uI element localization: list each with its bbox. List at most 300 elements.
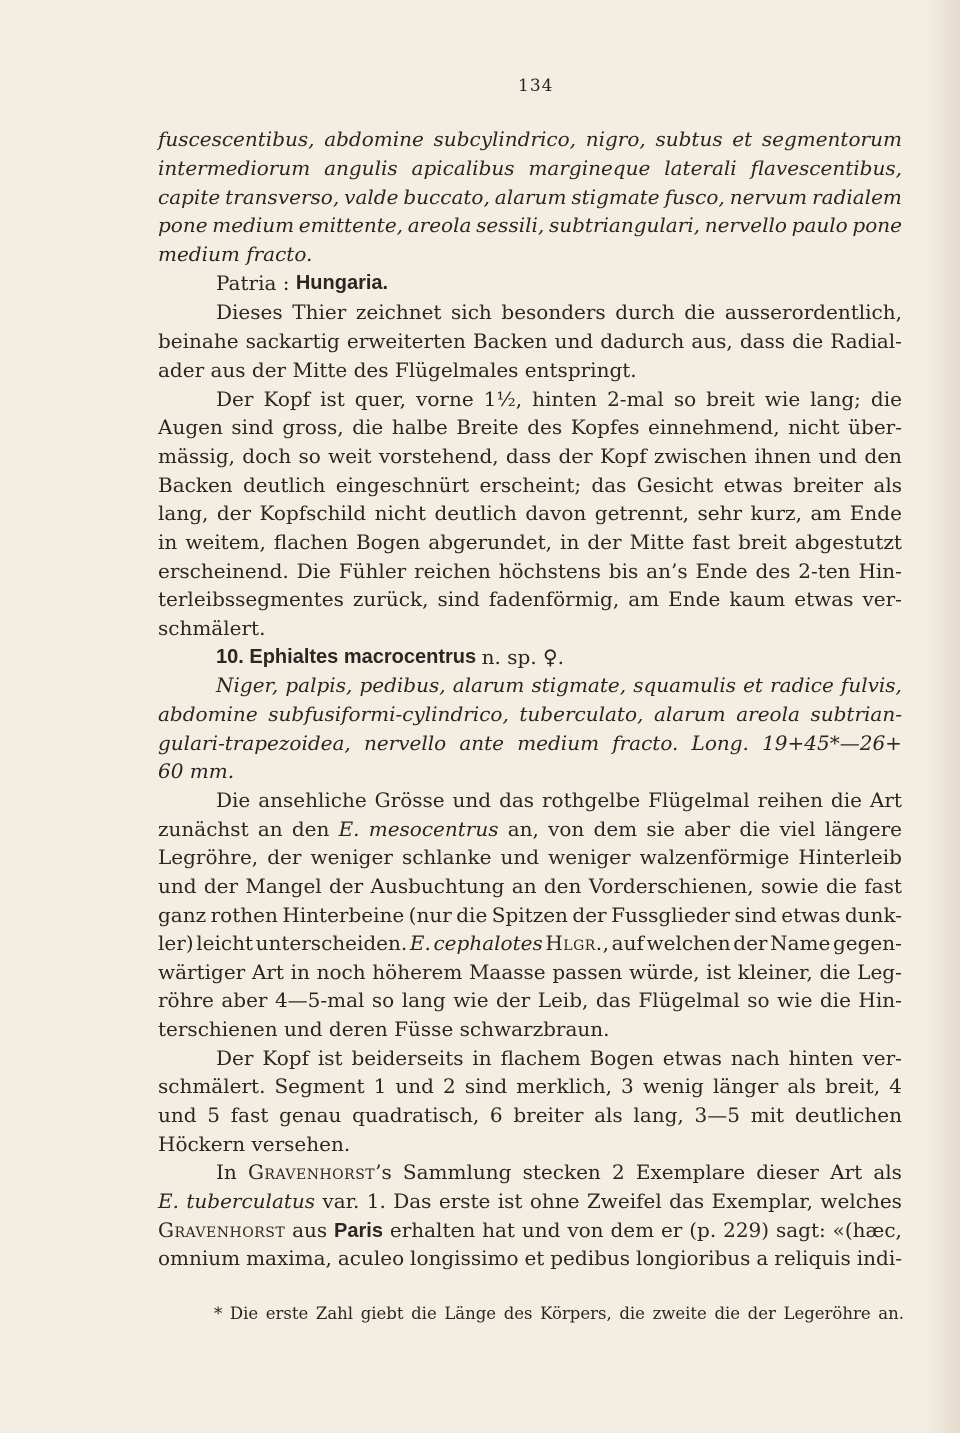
word-group (527, 413, 562, 441)
word: Segment (274, 1074, 365, 1098)
word: 1 (373, 1074, 387, 1098)
word: an, (507, 817, 539, 841)
text-segment: n. sp. ♀. (481, 645, 565, 669)
word: erste (438, 1189, 491, 1213)
word: Leib, (537, 988, 589, 1012)
word: etwas (723, 473, 783, 497)
word-group (615, 298, 674, 326)
word: Spitzen (491, 903, 568, 927)
word: Hin- (858, 988, 902, 1012)
word: Leg- (857, 960, 902, 984)
word: als (873, 1160, 902, 1184)
word-group (158, 958, 245, 986)
word-group (158, 442, 235, 470)
word: ist (497, 1189, 523, 1213)
text-line (158, 154, 902, 182)
word: subtriangulari, (548, 213, 701, 237)
word-group (531, 671, 626, 699)
word: in (158, 530, 178, 554)
word: flachem (500, 1046, 581, 1070)
word: flachen (273, 530, 348, 554)
word: den (864, 444, 902, 468)
word: Das (393, 1189, 432, 1213)
word-group (864, 442, 902, 470)
word: valde (344, 185, 399, 209)
word-group (532, 385, 597, 413)
word: noch (316, 960, 366, 984)
word-group (216, 385, 253, 413)
word: mit (750, 1103, 785, 1127)
word: 2 (443, 1074, 456, 1098)
word-group (636, 1158, 745, 1186)
word-group (353, 585, 429, 613)
word: segmentorum (761, 127, 902, 151)
word: Name (770, 931, 831, 955)
footnote-word: Länge (444, 1304, 497, 1323)
word: Kopf (262, 1046, 309, 1070)
word-group (571, 413, 640, 441)
word-group (633, 1101, 683, 1129)
word-group (490, 1101, 503, 1129)
word: Ende (695, 559, 748, 583)
footnote-word: Zahl (315, 1304, 354, 1323)
word: die (825, 874, 857, 898)
text-line (216, 1044, 902, 1072)
word-group (522, 1216, 561, 1244)
word-group (292, 815, 330, 843)
word-group (433, 929, 542, 957)
word: die (352, 415, 384, 439)
word: hinten (532, 387, 598, 411)
word-group (558, 442, 592, 470)
text-segment: 60 mm. (158, 759, 235, 783)
word-group (612, 729, 678, 757)
word-group (730, 183, 807, 211)
word: nervum (729, 185, 808, 209)
word-group (697, 499, 742, 527)
word: dieser (756, 1160, 819, 1184)
word-group (740, 327, 785, 355)
word-group (242, 442, 291, 470)
word-group (262, 1044, 309, 1072)
word: radice (770, 673, 834, 697)
word: Der (216, 387, 254, 411)
word-group (453, 786, 492, 814)
word-group (324, 125, 424, 153)
word-group (792, 211, 848, 239)
word-group (246, 327, 340, 355)
word: sagt: (775, 1218, 826, 1242)
word: gegen- (832, 931, 902, 955)
word: Kopfes (570, 415, 640, 439)
word: welchen (646, 931, 731, 955)
word-group (516, 1072, 612, 1100)
word-group (751, 154, 902, 182)
word-group (830, 327, 902, 355)
word-group (336, 471, 469, 499)
text-line (158, 413, 902, 441)
text-segment: ader aus der Mitte des Flügelmales entspringt. (158, 358, 637, 382)
word-group (482, 1216, 515, 1244)
text-line (158, 958, 902, 986)
page-number: 134 (518, 76, 554, 96)
word-group (392, 413, 448, 441)
word-group (738, 958, 813, 986)
word-group (736, 700, 800, 728)
word: er (660, 1218, 683, 1242)
word: E. (158, 1189, 179, 1213)
footnote-word: Körpers, (540, 1304, 612, 1323)
word: radialem (812, 185, 902, 209)
word-group (609, 557, 638, 585)
word-group (221, 986, 267, 1014)
word: ist (706, 960, 731, 984)
word-group (889, 1072, 902, 1100)
footnote-word: Die (229, 1304, 259, 1323)
word-group (484, 385, 522, 413)
word: walzenförmige (639, 845, 790, 869)
word: mesocentrus (368, 817, 499, 841)
word-group (212, 211, 294, 239)
text-line (158, 499, 902, 527)
word-group (329, 872, 363, 900)
word: in (560, 530, 580, 554)
word-group (600, 327, 684, 355)
word-group (409, 901, 452, 929)
word: sowie (760, 874, 819, 898)
word: terleibssegmentes (158, 587, 344, 611)
word: des (755, 559, 791, 583)
text-segment: Patria : (216, 271, 296, 295)
text-line (158, 757, 902, 785)
word: stigmate (571, 185, 660, 209)
text-segment: Hungaria. (295, 272, 389, 294)
word: und (818, 444, 858, 468)
word: würde, (628, 960, 700, 984)
word-group (661, 1216, 682, 1244)
word-group (476, 211, 544, 239)
word-group (770, 671, 834, 699)
text-line (158, 585, 902, 613)
word-group (794, 585, 853, 613)
word-group (560, 528, 579, 556)
word-group (339, 557, 406, 585)
word-group (655, 125, 722, 153)
word: in (472, 1046, 492, 1070)
word-group (544, 872, 582, 900)
word: Der (216, 1046, 254, 1070)
word-group (379, 442, 499, 470)
word: und (500, 845, 540, 869)
word: sind (464, 1074, 508, 1098)
word: gulari-trapezoidea, (158, 731, 351, 755)
word-group (292, 1216, 327, 1244)
word: der (203, 874, 239, 898)
word: schlanke (401, 845, 492, 869)
word-group (355, 385, 406, 413)
word: Radial- (830, 329, 902, 353)
word: sich (451, 300, 492, 324)
word: aber (221, 988, 268, 1012)
word-group (654, 700, 726, 728)
word-group (549, 211, 700, 239)
text-segment: Höckern versehen. (158, 1132, 351, 1156)
word: an (511, 874, 537, 898)
word: die (739, 817, 771, 841)
word: Exemplare (635, 1160, 746, 1184)
word: squamulis (633, 673, 736, 697)
word: vorne (416, 387, 474, 411)
word-group (403, 183, 489, 211)
word: , (602, 931, 610, 955)
word: der (216, 501, 252, 525)
word: 1½, (483, 387, 523, 411)
word-group (260, 499, 367, 527)
word-group (338, 1244, 404, 1272)
word: einnehmend, (648, 415, 780, 439)
word: ler) (158, 931, 194, 955)
word-group (589, 872, 754, 900)
word: subcylindrico, (433, 127, 577, 151)
word-group (274, 1072, 364, 1100)
word: 6 (489, 1103, 503, 1127)
word-group (472, 1044, 491, 1072)
word: 2 (611, 1160, 625, 1184)
word: ansehliche (258, 788, 367, 812)
footnote-word: erste (265, 1304, 309, 1323)
word-group (792, 327, 823, 355)
text-line (158, 471, 902, 499)
word-group (692, 528, 730, 556)
word-group (158, 1216, 285, 1244)
word-group (456, 413, 518, 441)
word: 1. (366, 1189, 386, 1213)
word-group (871, 385, 902, 413)
word: dass (505, 444, 552, 468)
word-group (756, 1158, 819, 1186)
word: indi- (856, 1246, 902, 1270)
word: weitem, (185, 530, 266, 554)
word: dem (610, 1218, 655, 1242)
word-group (663, 1044, 722, 1072)
text-segment: terschienen und deren Füsse schwarzbraun. (158, 1017, 610, 1041)
word-group (412, 154, 515, 182)
word-group (395, 1072, 434, 1100)
word: Long. (691, 731, 749, 755)
word-group (158, 1187, 179, 1215)
word-group (453, 671, 525, 699)
word: omnium (158, 1246, 241, 1270)
word-group (810, 385, 861, 413)
word: eingeschnürt (335, 473, 470, 497)
word: lang, (633, 1103, 684, 1127)
word-group (217, 499, 251, 527)
word: nicht (374, 501, 426, 525)
word-group (691, 327, 732, 355)
word: aber (684, 817, 731, 841)
text-line (158, 183, 902, 211)
word: cephalotes (433, 931, 543, 955)
word: et (732, 127, 753, 151)
word: passen (552, 960, 623, 984)
text-line (158, 442, 902, 470)
word-group (612, 929, 644, 957)
word-group (862, 1044, 901, 1072)
word: zunächst (158, 817, 249, 841)
word-group (762, 125, 902, 153)
word-group (393, 1187, 431, 1215)
text-segment: medium fracto. (158, 242, 313, 266)
word: von (567, 1218, 604, 1242)
footnote-word: Legeröhre (783, 1304, 871, 1323)
word: Augen (158, 415, 223, 439)
word-group (375, 499, 426, 527)
word: längere (824, 817, 902, 841)
word-group (216, 1044, 253, 1072)
text-line (158, 1187, 902, 1215)
word-group (204, 872, 238, 900)
word-group (550, 1244, 630, 1272)
word-group (297, 557, 331, 585)
word-group (322, 1187, 359, 1215)
word-group (414, 557, 491, 585)
word: abdomine (158, 702, 258, 726)
word: breiter (793, 473, 864, 497)
word-group (810, 499, 841, 527)
word-group (501, 298, 605, 326)
word: lang (401, 988, 446, 1012)
word: Exemplar, (711, 1189, 814, 1213)
word-group (825, 815, 902, 843)
word: die (456, 903, 488, 927)
word: an’s (646, 559, 688, 583)
word-group (743, 671, 763, 699)
word-group (637, 471, 714, 499)
word: Zweifel (586, 1189, 662, 1213)
word-group (695, 557, 747, 585)
word-group (729, 585, 785, 613)
word: ganz (158, 903, 207, 927)
word: an (257, 817, 283, 841)
word: über- (848, 415, 902, 439)
word: und (521, 1218, 561, 1242)
word: fusco, (664, 185, 725, 209)
word-group (390, 1216, 475, 1244)
word-group (548, 815, 584, 843)
word-group (612, 1158, 625, 1186)
text-line (216, 671, 902, 699)
word-group (798, 843, 902, 871)
text-line (158, 211, 902, 239)
word-group (590, 1044, 654, 1072)
word: beinahe (158, 329, 239, 353)
word: höchstens (498, 559, 601, 583)
word-group (756, 1244, 768, 1272)
word-group (496, 986, 530, 1014)
word: Ausbuchtung (370, 874, 505, 898)
word: 2-ten (798, 559, 851, 583)
text-segment: schmälert. (158, 616, 266, 640)
word: wie (453, 988, 489, 1012)
word-group (519, 700, 643, 728)
word: davon (525, 501, 587, 525)
word: lang, (158, 501, 209, 525)
word-group (689, 1216, 716, 1244)
text-line (158, 901, 902, 929)
word-group (225, 183, 339, 211)
word: den (543, 874, 582, 898)
word: paulo (791, 213, 848, 237)
word-group (158, 929, 194, 957)
word-group (636, 1244, 750, 1272)
footnote-word: die (411, 1304, 437, 1323)
footnote-word: die (619, 1304, 645, 1323)
footnote-word: der (747, 1304, 776, 1323)
word: rothen (210, 903, 278, 927)
word-group (216, 786, 250, 814)
word-group (158, 183, 220, 211)
word: breit (738, 530, 787, 554)
word-group (788, 413, 839, 441)
word: quadratisch, (352, 1103, 480, 1127)
word: Bogen (355, 530, 421, 554)
word-group (668, 585, 720, 613)
word: fracto. (612, 731, 679, 755)
word: der (558, 444, 593, 468)
word: die (830, 788, 862, 812)
text-line (216, 269, 902, 297)
word: die (870, 387, 902, 411)
word-group (158, 557, 289, 585)
text-line (158, 356, 902, 384)
word-group (567, 1216, 603, 1244)
word-group (630, 528, 685, 556)
word: pedibus, (359, 673, 446, 697)
footnote-word: * (214, 1304, 223, 1323)
word: getrennt, (594, 501, 690, 525)
word: dadurch (600, 329, 685, 353)
word-group (611, 901, 730, 929)
word: Fussglieder (611, 903, 730, 927)
footnote-word: des (503, 1304, 533, 1323)
word: Backen (472, 329, 548, 353)
word-group (416, 385, 474, 413)
text-line (216, 385, 902, 413)
word-group (328, 442, 371, 470)
word-group (845, 901, 902, 929)
word-group (299, 442, 321, 470)
word: reichen (414, 559, 491, 583)
word-group (439, 1187, 491, 1215)
word: sackartig (245, 329, 340, 353)
word: am (810, 501, 842, 525)
word-group (428, 528, 552, 556)
word-group (776, 1216, 826, 1244)
word: so (747, 988, 770, 1012)
word-group (268, 700, 509, 728)
word: pone (852, 213, 902, 237)
word: et (743, 673, 763, 697)
word-group (256, 929, 408, 957)
text-line (158, 1015, 902, 1043)
word: abdomine (324, 127, 424, 151)
word-group (523, 1158, 601, 1186)
word: ist (320, 387, 345, 411)
word-group (723, 1216, 769, 1244)
word: der (587, 530, 622, 554)
word: beiderseits (351, 1046, 464, 1070)
word: breit, (825, 1074, 881, 1098)
